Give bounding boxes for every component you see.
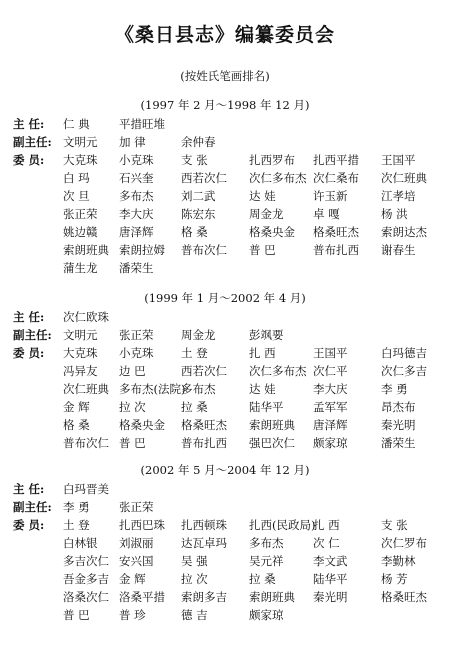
person-name: 索朗多吉 — [181, 590, 227, 604]
person-name: 格 桑 — [181, 225, 208, 239]
person-name: 索朗班典 — [63, 243, 109, 257]
person-name: 多吉次仁 — [63, 554, 109, 568]
person-name: 多布杰 — [181, 382, 216, 396]
person-name: 扎西平措 — [313, 153, 359, 167]
person-name: 李 勇 — [63, 500, 90, 514]
person-name: 格桑央金 — [249, 225, 295, 239]
person-name: 普布扎西 — [181, 436, 227, 450]
person-name: 白林银 — [63, 536, 98, 550]
person-name: 许玉新 — [313, 189, 348, 203]
person-name: 索朗拉姆 — [119, 243, 165, 257]
period-heading: (1999 年 1 月～2002 年 4 月) — [144, 291, 306, 305]
person-name: 拉 次 — [181, 572, 208, 586]
page-title: 《桑日县志》编纂委员会 — [114, 24, 335, 46]
person-name: 大克珠 — [63, 153, 98, 167]
person-name: 次仁罗布 — [381, 536, 427, 550]
person-name: 金 辉 — [63, 400, 90, 414]
person-name: 谢春生 — [381, 243, 416, 257]
person-name: 王国平 — [313, 346, 348, 360]
person-name: 加 律 — [119, 135, 146, 149]
member-label: 委 员: — [13, 346, 45, 360]
person-name: 多布杰 — [249, 536, 284, 550]
person-name: 张正荣 — [119, 500, 154, 514]
person-name: 多布杰(法院) — [119, 382, 186, 396]
person-name: 冯异友 — [63, 364, 98, 378]
person-name: 次仁多布杰 — [249, 171, 307, 185]
person-name: 平措旺堆 — [119, 117, 165, 131]
person-name: 支 张 — [181, 153, 208, 167]
person-name: 张正荣 — [119, 328, 154, 342]
person-name: 安兴国 — [119, 554, 154, 568]
person-name: 达 娃 — [249, 189, 276, 203]
person-name: 李大庆 — [313, 382, 348, 396]
director-label: 主 任: — [13, 310, 45, 324]
person-name: 格桑旺杰 — [381, 590, 427, 604]
person-name: 王国平 — [381, 153, 416, 167]
person-name: 达 娃 — [249, 382, 276, 396]
person-name: 白 玛 — [63, 171, 90, 185]
person-name: 次仁多布杰 — [249, 364, 307, 378]
person-name: 唐泽辉 — [313, 418, 348, 432]
person-name: 李大庆 — [119, 207, 154, 221]
page-subtitle: (按姓氏笔画排名) — [180, 69, 270, 83]
person-name: 大克珠 — [63, 346, 98, 360]
person-name: 边 巴 — [119, 364, 146, 378]
person-name: 江孝培 — [381, 189, 416, 203]
person-name: 普 巴 — [249, 243, 276, 257]
person-name: 次仁平 — [313, 364, 348, 378]
person-name: 格桑旺杰 — [181, 418, 227, 432]
person-name: 索朗班典 — [249, 590, 295, 604]
person-name: 白玛晋美 — [63, 482, 109, 496]
person-name: 拉 桑 — [181, 400, 208, 414]
person-name: 普布次仁 — [63, 436, 109, 450]
person-name: 文明元 — [63, 135, 98, 149]
person-name: 拉 桑 — [249, 572, 276, 586]
person-name: 扎 西 — [249, 346, 276, 360]
deputy-director-label: 副主任: — [13, 328, 52, 342]
person-name: 次仁班典 — [381, 171, 427, 185]
person-name: 西若次仁 — [181, 364, 227, 378]
person-name: 次 旦 — [63, 189, 90, 203]
person-name: 蒲生龙 — [63, 261, 98, 275]
person-name: 扎西顿珠 — [181, 518, 227, 532]
person-name: 昂杰布 — [381, 400, 416, 414]
person-name: 扎西罗布 — [249, 153, 295, 167]
person-name: 刘二武 — [181, 189, 216, 203]
director-label: 主 任: — [13, 117, 45, 131]
person-name: 扎西巴珠 — [119, 518, 165, 532]
person-name: 次 仁 — [313, 536, 340, 550]
person-name: 西若次仁 — [181, 171, 227, 185]
person-name: 余仲春 — [181, 135, 216, 149]
person-name: 卓 嘎 — [313, 207, 340, 221]
person-name: 白玛德吉 — [381, 346, 427, 360]
person-name: 周金龙 — [181, 328, 216, 342]
person-name: 吴元祥 — [249, 554, 284, 568]
person-name: 金 辉 — [119, 572, 146, 586]
person-name: 索朗班典 — [249, 418, 295, 432]
period-heading: (2002 年 5 月～2004 年 12 月) — [140, 463, 310, 477]
person-name: 格 桑 — [63, 418, 90, 432]
person-name: 拉 次 — [119, 400, 146, 414]
person-name: 格桑央金 — [119, 418, 165, 432]
person-name: 小克珠 — [119, 153, 154, 167]
person-name: 仁 典 — [63, 117, 90, 131]
person-name: 吾金多吉 — [63, 572, 109, 586]
person-name: 支 张 — [381, 518, 408, 532]
person-name: 潘荣生 — [119, 261, 154, 275]
person-name: 陆华平 — [249, 400, 284, 414]
person-name: 孟军军 — [313, 400, 348, 414]
person-name: 洛桑平措 — [119, 590, 165, 604]
person-name: 次仁欧珠 — [63, 310, 109, 324]
person-name: 石兴奎 — [119, 171, 154, 185]
person-name: 周金龙 — [249, 207, 284, 221]
person-name: 扎 西 — [313, 518, 340, 532]
person-name: 多布杰 — [119, 189, 154, 203]
person-name: 普 巴 — [63, 608, 90, 622]
person-name: 颇家琼 — [313, 436, 348, 450]
person-name: 普布扎西 — [313, 243, 359, 257]
person-name: 普布次仁 — [181, 243, 227, 257]
person-name: 秦光明 — [313, 590, 348, 604]
person-name: 杨 芳 — [381, 572, 408, 586]
person-name: 达瓦卓玛 — [181, 536, 227, 550]
person-name: 李勤林 — [381, 554, 416, 568]
person-name: 强巴次仁 — [249, 436, 295, 450]
person-name: 次仁桑布 — [313, 171, 359, 185]
person-name: 李 勇 — [381, 382, 408, 396]
person-name: 彭飒要 — [249, 328, 284, 342]
person-name: 次仁多吉 — [381, 364, 427, 378]
person-name: 德 吉 — [181, 608, 208, 622]
person-name: 颇家琼 — [249, 608, 284, 622]
person-name: 姚边赣 — [63, 225, 98, 239]
person-name: 小克珠 — [119, 346, 154, 360]
person-name: 陆华平 — [313, 572, 348, 586]
person-name: 普 巴 — [119, 436, 146, 450]
person-name: 秦光明 — [381, 418, 416, 432]
deputy-director-label: 副主任: — [13, 135, 52, 149]
person-name: 李文武 — [313, 554, 348, 568]
person-name: 普 珍 — [119, 608, 146, 622]
person-name: 次仁班典 — [63, 382, 109, 396]
person-name: 吴 强 — [181, 554, 208, 568]
member-label: 委 员: — [13, 518, 45, 532]
person-name: 土 登 — [63, 518, 90, 532]
person-name: 索朗达杰 — [381, 225, 427, 239]
person-name: 潘荣生 — [381, 436, 416, 450]
person-name: 张正荣 — [63, 207, 98, 221]
person-name: 洛桑次仁 — [63, 590, 109, 604]
person-name: 刘淑丽 — [119, 536, 154, 550]
deputy-director-label: 副主任: — [13, 500, 52, 514]
person-name: 格桑旺杰 — [313, 225, 359, 239]
period-heading: (1997 年 2 月～1998 年 12 月) — [140, 98, 310, 112]
person-name: 陈宏东 — [181, 207, 216, 221]
director-label: 主 任: — [13, 482, 45, 496]
person-name: 文明元 — [63, 328, 98, 342]
person-name: 扎西(民政局) — [249, 518, 316, 532]
person-name: 土 登 — [181, 346, 208, 360]
person-name: 杨 洪 — [381, 207, 408, 221]
member-label: 委 员: — [13, 153, 45, 167]
person-name: 唐泽辉 — [119, 225, 154, 239]
